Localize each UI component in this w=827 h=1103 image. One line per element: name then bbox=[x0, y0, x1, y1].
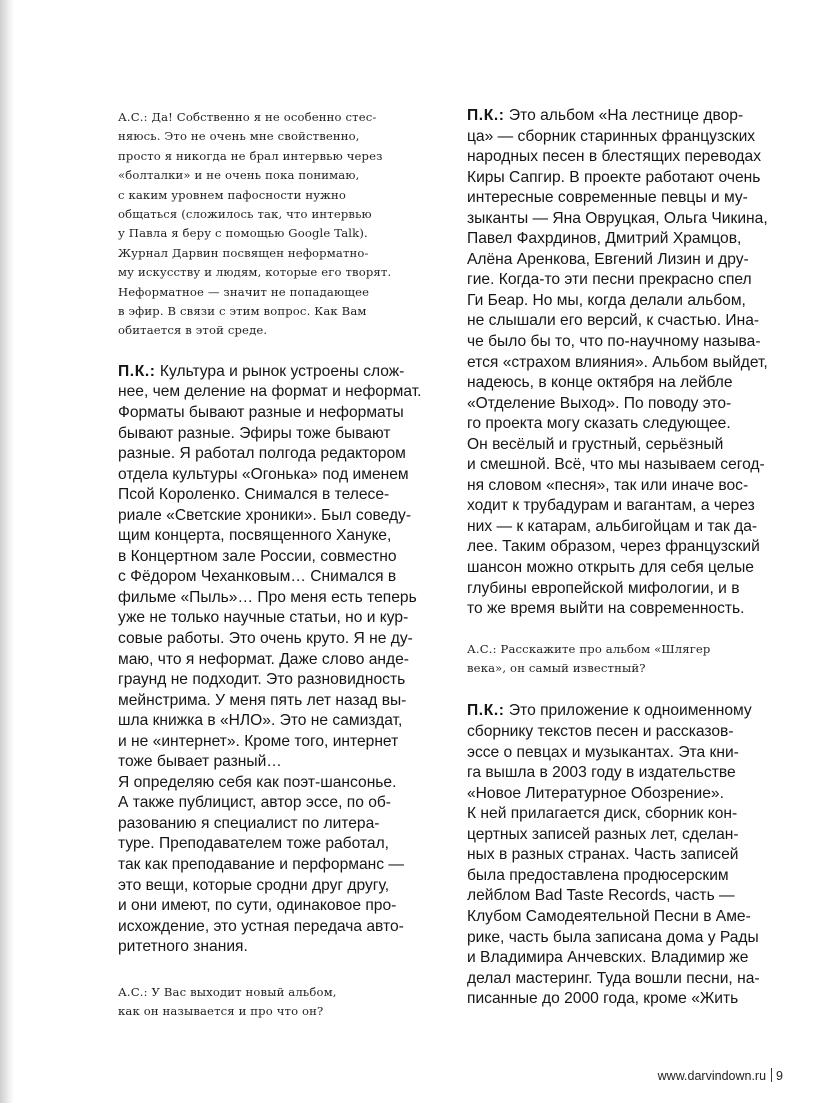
speaker-label: А.С.: bbox=[118, 110, 148, 124]
question-3 bbox=[467, 640, 779, 679]
answer-1 bbox=[118, 362, 422, 958]
speaker-label: П.К.: bbox=[467, 702, 505, 720]
question-text: Расскажите про альбом «Шлягер века», он самый известный? bbox=[467, 641, 711, 676]
left-column bbox=[118, 108, 422, 1022]
right-column bbox=[467, 106, 779, 1010]
speaker-label: А.С.: bbox=[467, 641, 497, 656]
answer-3 bbox=[467, 701, 779, 1009]
footer-divider bbox=[771, 1068, 772, 1082]
answer-text: Это альбом «На лестнице двор- ца» — сборник старинных французских народных песен в блестящих переводах Киры Сапгир. В проекте работают очень интересные современные певцы и му- зыканты — Яна Овруцкая, Ольга Чикина, Павел Фахрдинов, Дмитрий Храмцов, Алёна Аренкова, Евгений Лизин и дру- гие. Когда-то эти песни прекрасно спел Ги Беар. Но мы, когда делали альбом, не слышали его версий, к счастью. Ина- че было бы то, что по-научному называ- ется «страхом влияния». Альбом выйдет, надеюсь, в конце октября на лейбле «Отделение Выход». По поводу это- го проекта могу сказать следующее. Он весёлый и грустный, серьёзный и смешной. Всё, что мы называем сегод- ня словом «песня», так или иначе вос- ходит к трубадурам и вагантам, а через них — к катарам, альбигойцам и так да- лее. Таким образом, через французский шансон можно открыть для себя целые глубины европейской мифологии, и в то же время выйти на современность. bbox=[467, 107, 768, 618]
speaker-label: А.С.: bbox=[118, 984, 148, 999]
page-spine-shadow bbox=[0, 0, 14, 1103]
answer-text: Это приложение к одноименному сборнику текстов песен и рассказов- эссе о певцах и музыкантах. Эта кни- га вышла в 2003 году в издательстве «Новое Литературное Обозрение». К ней прилагается диск, сборник кон- цертных записей разных лет, сделан- ных в разных странах. Часть записей была предоставлена продюсерским лейблом Bad Taste Records, часть — Клубом Самодеятельной Песни в Аме- рике, часть была записана дома у Рады и Владимира Анчевских. Владимир же делал мастеринг. Туда вошли песни, на- писанные до 2000 года, кроме «Жить bbox=[467, 702, 760, 1008]
page-footer bbox=[658, 1068, 783, 1083]
speaker-label: П.К.: bbox=[467, 107, 505, 124]
footer-site-link[interactable]: www.darvindown.ru bbox=[657, 1069, 767, 1083]
question-2 bbox=[118, 983, 418, 1022]
answer-2 bbox=[467, 106, 779, 620]
page-number: 9 bbox=[776, 1069, 783, 1083]
question-text: Да! Собственно я не особенно стес- няюсь. Это не очень мне свойственно, просто я никогда не брал интервью через «болталки» и не очень пока понимаю, с каким уровнем пафосности нужно общаться (сложилось так, что интервью у Павла я беру с помощью Google Talk). Журнал Дарвин посвящен неформатно- му искусству и людям, которые его творят. Неформатное — значит не попадающее в эфир. В связи с этим вопрос. Как Вам обитается в этой среде. bbox=[118, 110, 392, 338]
speaker-label: П.К.: bbox=[118, 362, 156, 380]
question-text: У Вас выходит новый альбом, как он называется и про что он? bbox=[118, 984, 337, 1019]
answer-text: Культура и рынок устроены слож- нее, чем деление на формат и неформат. Форматы бывают разные и неформаты бывают разные. Эфиры тоже бывают разные. Я работал полгода редактором отдела культуры «Огонька» под именем Псой Короленко. Снимался в телесе- риале «Светские хроники». Был соведу- щим концерта, посвященного Ханукe, в Концертном зале России, совместно с Фёдором Чеханковым… Снимался в фильме «Пыль»… Про меня есть теперь уже не только научные статьи, но и кур- совые работы. Это очень круто. Я не ду- маю, что я неформат. Даже слово анде- граунд не подходит. Это разновидность мейнстрима. У меня пять лет назад вы- шла книжка в «НЛО». Это не самиздат, и не «интернет». Кроме того, интернет тоже бывает разный… Я определяю себя как поэт-шансонье. А также публицист, автор эссе, по об- разованию я специалист по литера- туре. Преподавателем тоже работал, так как преподавание и перформанс — это вещи, которые сродни друг другу, и они имеют, по сути, одинаковое про- исхождение, это устная передача авто- ритетного знания. bbox=[118, 362, 422, 956]
question-1 bbox=[118, 108, 418, 341]
